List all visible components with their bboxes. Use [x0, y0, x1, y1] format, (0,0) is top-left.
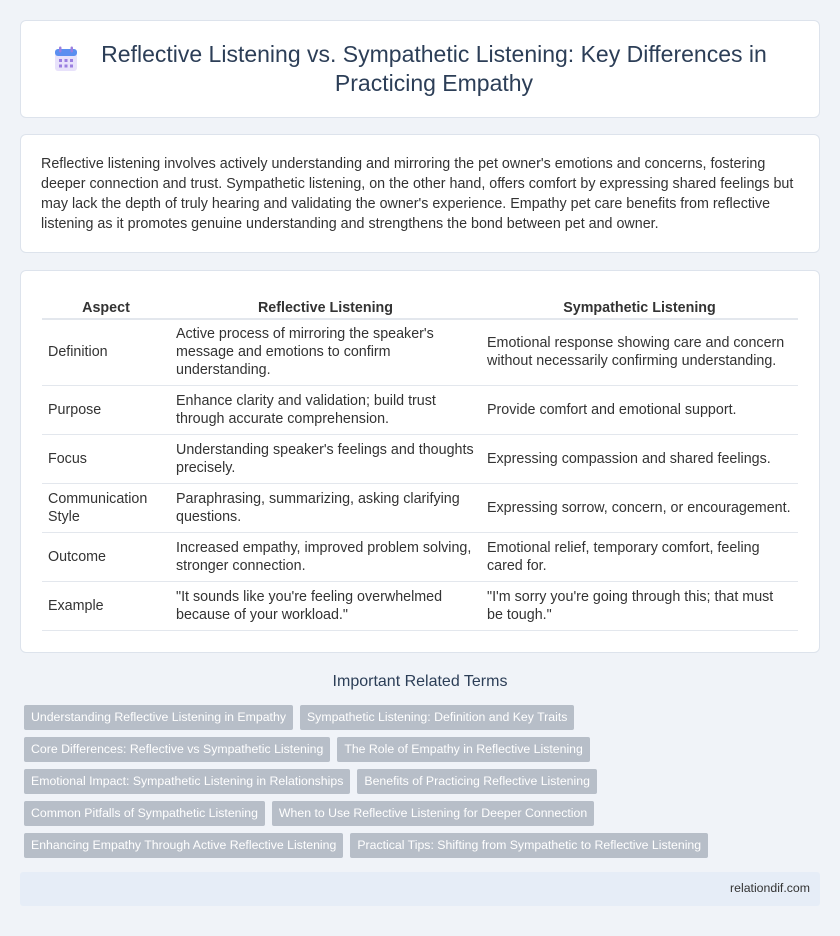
tag-row: [24, 769, 597, 794]
table-header-row: [42, 295, 798, 319]
table-row: [42, 483, 798, 532]
row-sympathetic: Expressing compassion and shared feelings.: [481, 434, 798, 483]
row-aspect: Purpose: [42, 385, 170, 434]
table-row: [42, 319, 798, 385]
row-reflective: Active process of mirroring the speaker's message and emotions to confirm understanding.: [170, 319, 481, 385]
row-reflective: Understanding speaker's feelings and thoughts precisely.: [170, 434, 481, 483]
footer-site-link[interactable]: relationdif.com: [730, 881, 810, 895]
row-sympathetic: Emotional response showing care and concern without necessarily confirming understanding.: [481, 319, 798, 385]
tag-row: [24, 705, 574, 730]
related-term-tag[interactable]: Sympathetic Listening: Definition and Key Traits: [300, 705, 574, 730]
row-aspect: Outcome: [42, 532, 170, 581]
related-term-tag[interactable]: Common Pitfalls of Sympathetic Listening: [24, 801, 265, 826]
related-term-tag[interactable]: Understanding Reflective Listening in Empathy: [24, 705, 293, 730]
related-term-tag[interactable]: Emotional Impact: Sympathetic Listening in Relationships: [24, 769, 350, 794]
row-sympathetic: Provide comfort and emotional support.: [481, 385, 798, 434]
row-aspect: Communication Style: [42, 483, 170, 532]
row-reflective: "It sounds like you're feeling overwhelmed because of your workload.": [170, 581, 481, 630]
row-reflective: Paraphrasing, summarizing, asking clarifying questions.: [170, 483, 481, 532]
intro-card: [20, 134, 820, 253]
header-sympathetic: Sympathetic Listening: [481, 295, 798, 319]
related-term-tag[interactable]: Practical Tips: Shifting from Sympathetic to Reflective Listening: [350, 833, 708, 858]
footer: [20, 872, 820, 906]
row-aspect: Focus: [42, 434, 170, 483]
table-row: [42, 434, 798, 483]
table-row: [42, 581, 798, 630]
row-aspect: Definition: [42, 319, 170, 385]
table-row: [42, 385, 798, 434]
row-reflective: Enhance clarity and validation; build trust through accurate comprehension.: [170, 385, 481, 434]
row-aspect: Example: [42, 581, 170, 630]
related-term-tag[interactable]: Enhancing Empathy Through Active Reflective Listening: [24, 833, 343, 858]
related-terms-title: Important Related Terms: [332, 673, 508, 690]
comparison-table: [42, 295, 798, 631]
related-term-tag[interactable]: When to Use Reflective Listening for Deeper Connection: [272, 801, 594, 826]
comparison-card: [20, 270, 820, 653]
table-row: [42, 532, 798, 581]
header-card: [20, 20, 820, 118]
tag-row: [24, 737, 590, 762]
related-term-tag[interactable]: Core Differences: Reflective vs Sympathetic Listening: [24, 737, 330, 762]
row-sympathetic: "I'm sorry you're going through this; that must be tough.": [481, 581, 798, 630]
tag-row: [24, 833, 708, 858]
related-term-tag[interactable]: The Role of Empathy in Reflective Listening: [337, 737, 590, 762]
related-term-tag[interactable]: Benefits of Practicing Reflective Listening: [357, 769, 597, 794]
page-title: Reflective Listening vs. Sympathetic Listening: Key Differences in Practicing Empathy: [101, 41, 767, 96]
row-reflective: Increased empathy, improved problem solving, stronger connection.: [170, 532, 481, 581]
row-sympathetic: Emotional relief, temporary comfort, feeling cared for.: [481, 532, 798, 581]
header-aspect: Aspect: [42, 295, 170, 319]
header-reflective: Reflective Listening: [170, 295, 481, 319]
tag-row: [24, 801, 594, 826]
row-sympathetic: Expressing sorrow, concern, or encouragement.: [481, 483, 798, 532]
intro-paragraph: Reflective listening involves actively understanding and mirroring the pet owner's emotions and concerns, fostering deeper connection and trust. Sympathetic listening, on the other hand, offers comfort by expressing shared feelings but may lack the depth of truly hearing and validating the owner's experience. Empathy pet care benefits from reflective listening as it promotes genuine understanding and strengthens the bond between pet and owner.: [41, 156, 794, 232]
